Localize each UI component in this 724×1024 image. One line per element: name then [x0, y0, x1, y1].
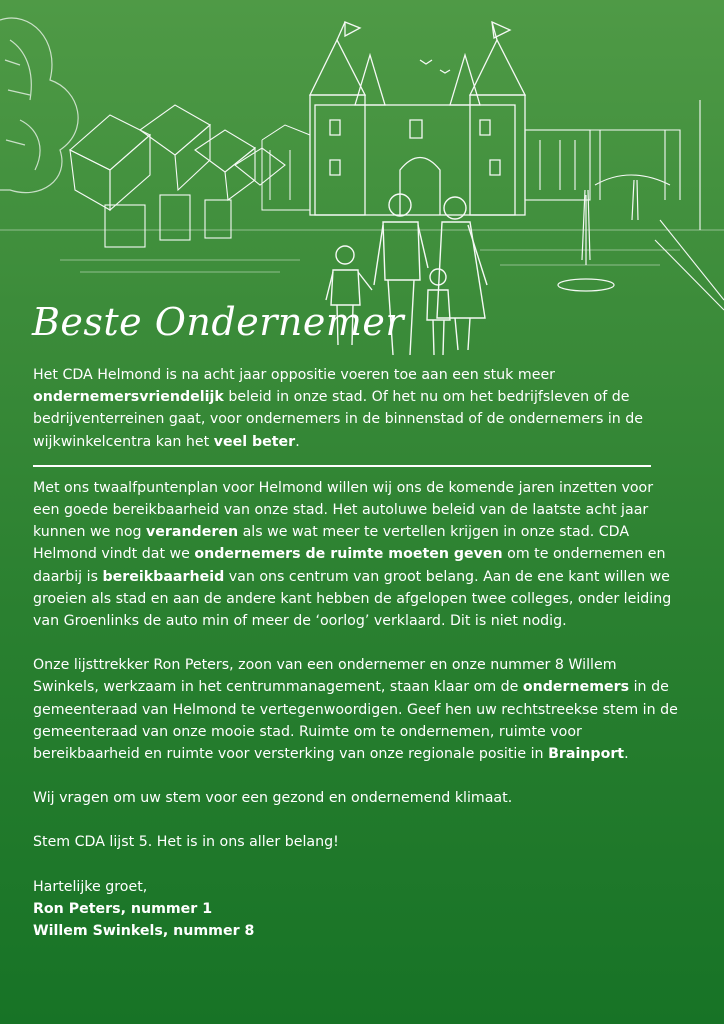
bridge-illustration — [525, 100, 724, 310]
tree-illustration — [0, 18, 78, 193]
emphasis-text: ondernemersvriendelijk — [33, 389, 224, 406]
emphasis-text: ondernemers — [522, 679, 630, 696]
emphasis-text: bereikbaarheid — [102, 568, 225, 585]
signer-name: Willem Swinkels, nummer 8 — [33, 923, 255, 940]
emphasis-text: ondernemers de ruimte moeten geven — [194, 546, 503, 563]
townhouses-illustration — [262, 125, 310, 210]
emphasis-text: veranderen — [146, 524, 239, 541]
plan-paragraph — [33, 477, 683, 632]
text-segment: van ons centrum van groot belang. Aan de ene kant willen we groeien als stad en aan de andere kant hebben de afgelopen twee colleges, onder leiding van Groenlinks de auto min of meer de ‘oorlog’ verklaard. Dit is niet nodig. — [33, 568, 672, 630]
cube-houses-illustration — [70, 105, 285, 247]
text-segment: Met ons twaalfpuntenplan voor Helmond willen wij ons de komende jaren inzetten voor een goede bereikbaarheid van onze stad. Het autoluwe beleid van de laatste acht jaar kunnen we nog — [33, 479, 654, 541]
letter-body — [33, 364, 683, 942]
intro-paragraph — [33, 364, 683, 453]
closing-greeting: Hartelijke groet, — [33, 878, 148, 895]
divider — [33, 465, 651, 467]
text-segment: beleid in onze stad. Of het nu om het bedrijfsleven of de bedrijventerreinen gaat, voor ondernemers in de binnenstad of de ondernemers in de wijkwinkelcentra kan het — [33, 389, 644, 450]
emphasis-text: veel beter — [213, 433, 296, 450]
emphasis-text: Brainport — [548, 746, 625, 763]
signer-name: Ron Peters, nummer 1 — [33, 900, 213, 917]
text-segment: in de gemeenteraad van Helmond te vertegenwoordigen. Geef hen uw rechtstreekse stem in de gemeenteraad van onze mooie stad. Ruimte om te ondernemen, ruimte voor bereikbaarheid en ruimte voor versterking van onze regionale positie in — [33, 679, 678, 763]
page-title: Beste Ondernemer — [32, 300, 405, 344]
fountain-illustration — [558, 180, 638, 291]
text-segment: . — [624, 746, 629, 763]
text-segment: Onze lijsttrekker Ron Peters, zoon van een ondernemer en onze nummer 8 Willem Swinkels, werkzaam in het centrummanagement, staan klaar om de — [33, 657, 617, 696]
text-segment: . — [295, 433, 300, 450]
water-illustration — [0, 230, 724, 272]
text-segment: als we wat meer te vertellen krijgen in onze stad. CDA Helmond vindt dat we — [33, 524, 630, 563]
vote-request-paragraph: Wij vragen om uw stem voor een gezond en ondernemend klimaat. — [33, 790, 513, 807]
text-segment: Het CDA Helmond is na acht jaar oppositie voeren toe aan een stuk meer — [33, 367, 555, 383]
vote-call-paragraph: Stem CDA lijst 5. Het is in ons aller belang! — [33, 834, 339, 851]
text-segment: om te ondernemen en daarbij is — [33, 546, 666, 585]
signer-ron-peters — [33, 898, 683, 920]
signer-willem-swinkels — [33, 920, 683, 942]
candidates-paragraph — [33, 654, 683, 765]
castle-illustration — [310, 22, 525, 215]
